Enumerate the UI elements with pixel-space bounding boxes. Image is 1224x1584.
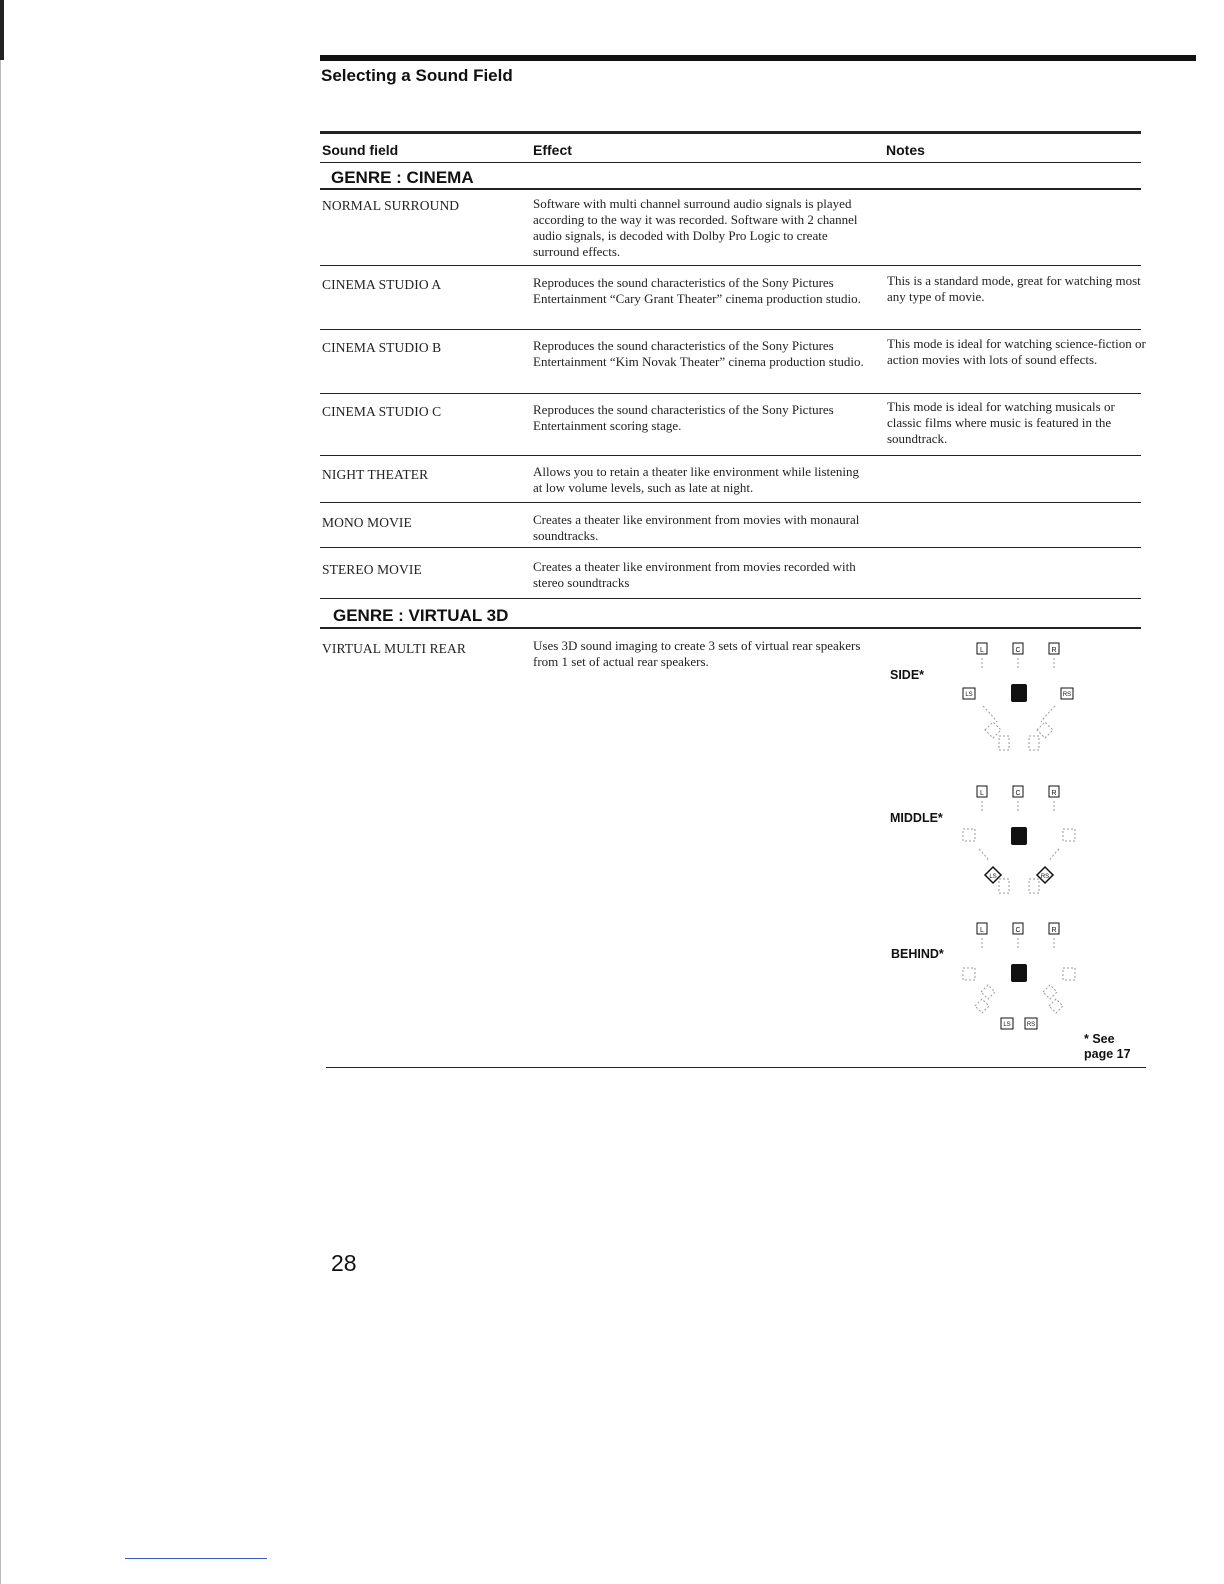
row-effect-mono-movie: Creates a theater like environment from movies with monaural soundtracks.: [533, 512, 860, 543]
speaker-c-label: C: [1015, 647, 1021, 654]
page-number: 28: [331, 1250, 357, 1276]
genre-cinema-heading: GENRE : CINEMA: [331, 168, 474, 187]
speaker-l-label: L: [980, 790, 984, 797]
speaker-rs-label: RS: [1026, 1022, 1036, 1028]
speaker-c-label: C: [1015, 790, 1021, 797]
header-notes: Notes: [886, 142, 925, 158]
speaker-r-label: R: [1051, 927, 1057, 934]
speaker-r-label: R: [1051, 790, 1057, 797]
row-field-cinema-studio-c: CINEMA STUDIO C: [322, 404, 442, 419]
speaker-rs-label: RS: [1040, 874, 1050, 880]
row-divider: [320, 502, 1141, 503]
middle-speaker-diagram: [955, 783, 1085, 913]
row-effect-stereo-movie: Creates a theater like environment from movies recorded with stereo soundtracks: [533, 559, 856, 590]
row-divider: [320, 455, 1141, 456]
row-field-cinema-studio-a: CINEMA STUDIO A: [322, 277, 442, 292]
footer-link-underline: [125, 1558, 267, 1559]
diagram-label-side: SIDE*: [890, 668, 925, 682]
listener-icon: [1011, 827, 1027, 845]
diagram-label-middle: MIDDLE*: [890, 811, 943, 825]
row-divider: [320, 598, 1141, 599]
footnote-line-2: page 17: [1084, 1047, 1131, 1061]
row-notes-cinema-studio-c: This mode is ideal for watching musicals or classic films where music is featured in the soundtrack.: [887, 399, 1115, 446]
binding-edge: [0, 0, 4, 60]
footnote-line-1: * See: [1084, 1032, 1115, 1046]
listener-icon: [1011, 964, 1027, 982]
row-effect-normal-surround: Software with multi channel surround audio signals is played according to the way it was recorded. Software with 2 channel audio signals, is decoded with Dolby Pro Logic to create surround effects.: [533, 196, 858, 259]
behind-speaker-diagram: [955, 920, 1085, 1050]
listener-icon: [1011, 684, 1027, 702]
speaker-l-label: L: [980, 647, 984, 654]
row-effect-virtual-multi-rear: Uses 3D sound imaging to create 3 sets of virtual rear speakers from 1 set of actual rear speakers.: [533, 638, 861, 669]
row-effect-cinema-studio-b: Reproduces the sound characteristics of the Sony Pictures Entertainment “Kim Novak Theater” cinema production studio.: [533, 338, 864, 369]
table-bottom-rule: [326, 1067, 1146, 1068]
speaker-r-label: R: [1051, 647, 1057, 654]
side-speaker-diagram: [955, 640, 1085, 770]
header-rule-bottom: [320, 162, 1141, 163]
header-sound-field: Sound field: [322, 142, 399, 158]
row-effect-cinema-studio-a: Reproduces the sound characteristics of the Sony Pictures Entertainment “Cary Grant Theater” cinema production studio.: [533, 275, 861, 306]
genre-cinema-rule: [320, 188, 1141, 190]
binding-line: [0, 60, 1, 1584]
row-effect-cinema-studio-c: Reproduces the sound characteristics of the Sony Pictures Entertainment scoring stage.: [533, 402, 834, 433]
row-divider: [320, 393, 1141, 394]
row-effect-night-theater: Allows you to retain a theater like environment while listening at low volume levels, such as late at night.: [533, 464, 860, 495]
row-field-cinema-studio-b: CINEMA STUDIO B: [322, 340, 442, 355]
row-field-night-theater: NIGHT THEATER: [322, 467, 429, 482]
speaker-ls-label: LS: [1003, 1022, 1011, 1028]
row-divider: [320, 329, 1141, 330]
header-rule: [320, 55, 1196, 61]
speaker-rs-label: RS: [1062, 692, 1072, 698]
row-field-normal-surround: NORMAL SURROUND: [322, 198, 460, 213]
genre-virtual-rule: [320, 627, 1141, 629]
row-divider: [320, 265, 1141, 266]
row-notes-cinema-studio-b: This mode is ideal for watching science-fiction or action movies with lots of sound effects.: [887, 336, 1146, 367]
genre-virtual-heading: GENRE : VIRTUAL 3D: [333, 606, 509, 625]
footnote-see-page: [1084, 1032, 1131, 1062]
speaker-ls-label: LS: [989, 874, 997, 880]
page-title: Selecting a Sound Field: [321, 66, 513, 85]
speaker-l-label: L: [980, 927, 984, 934]
table-top-rule: [320, 131, 1141, 134]
row-field-mono-movie: MONO MOVIE: [322, 515, 412, 530]
row-notes-cinema-studio-a: This is a standard mode, great for watching most any type of movie.: [887, 273, 1141, 304]
row-field-stereo-movie: STEREO MOVIE: [322, 562, 422, 577]
row-divider: [320, 547, 1141, 548]
diagram-label-behind: BEHIND*: [891, 947, 944, 961]
speaker-c-label: C: [1015, 927, 1021, 934]
row-field-virtual-multi-rear: VIRTUAL MULTI REAR: [322, 641, 466, 656]
header-effect: Effect: [533, 142, 572, 158]
speaker-ls-label: LS: [965, 692, 973, 698]
